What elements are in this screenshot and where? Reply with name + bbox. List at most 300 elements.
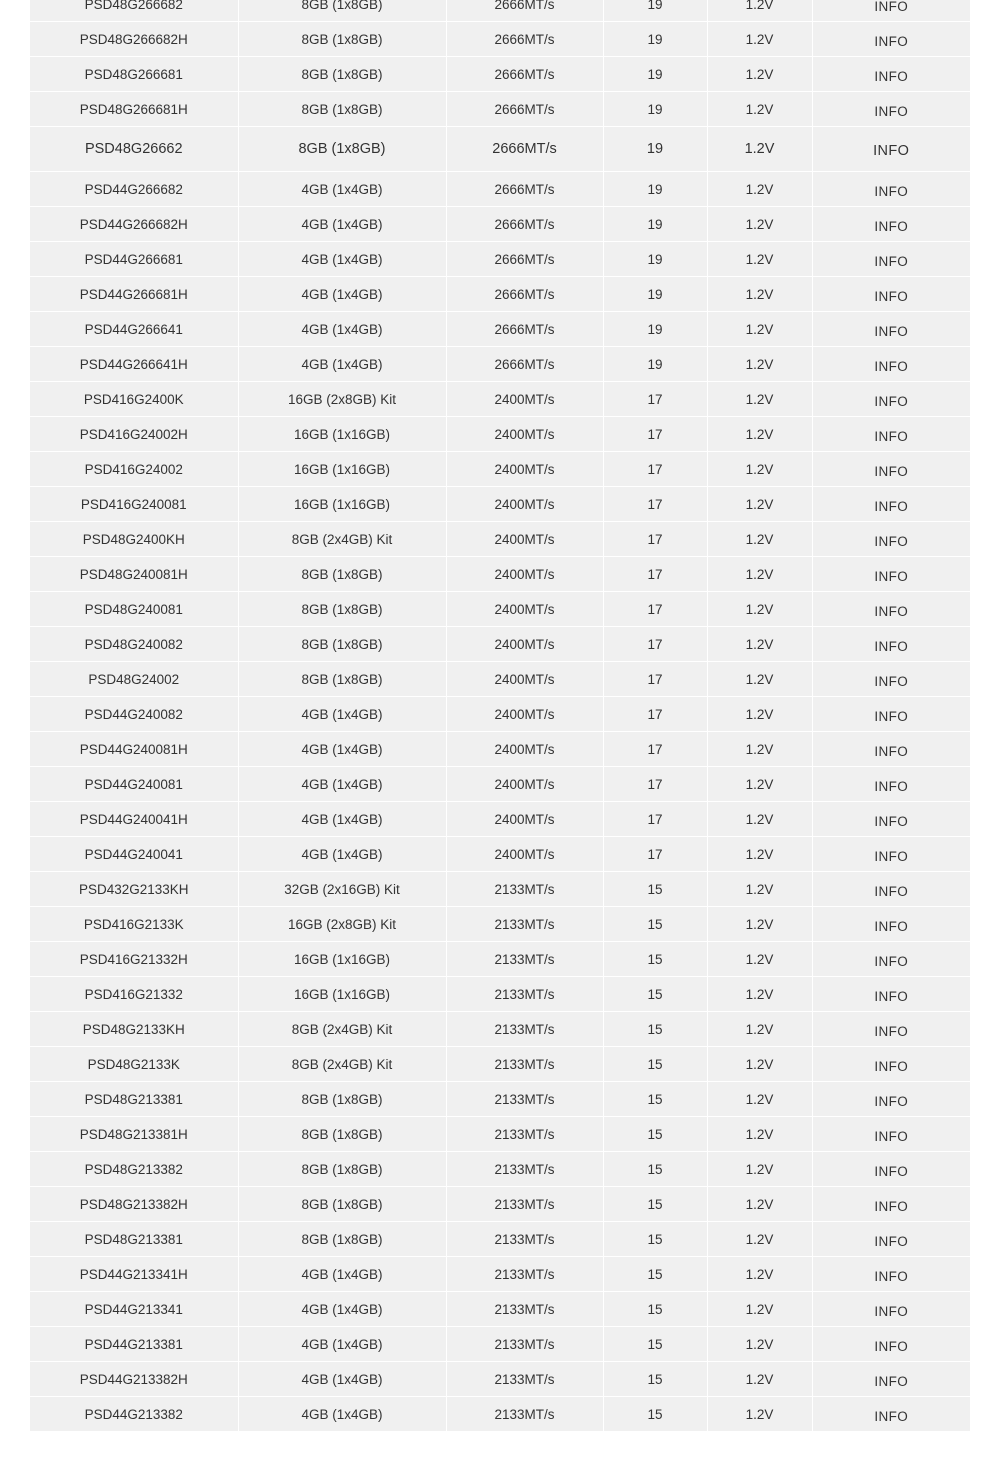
cas-latency-cell: 15 [603,1117,707,1152]
voltage-cell: 1.2V [707,127,812,172]
cas-latency-cell: 19 [603,0,707,22]
cas-latency-cell: 17 [603,697,707,732]
info-link[interactable]: INFO [874,673,909,689]
speed-cell: 2400MT/s [446,697,603,732]
capacity-cell: 4GB (1x4GB) [238,172,446,207]
speed-cell: 2133MT/s [446,1152,603,1187]
capacity-cell: 16GB (1x16GB) [238,452,446,487]
cas-latency-cell: 19 [603,242,707,277]
voltage-cell: 1.2V [707,907,812,942]
capacity-cell: 16GB (1x16GB) [238,977,446,1012]
model-number-cell: PSD44G213341H [30,1257,238,1292]
cas-latency-cell: 17 [603,382,707,417]
info-link[interactable]: INFO [874,1373,909,1389]
table-row [30,697,970,732]
table-row [30,557,970,592]
speed-cell: 2666MT/s [446,0,603,22]
speed-cell: 2666MT/s [446,172,603,207]
voltage-cell: 1.2V [707,627,812,662]
info-cell [812,837,970,872]
model-number-cell: PSD48G240081H [30,557,238,592]
voltage-cell: 1.2V [707,872,812,907]
speed-cell: 2400MT/s [446,767,603,802]
table-row [30,592,970,627]
speed-cell: 2400MT/s [446,592,603,627]
table-row [30,662,970,697]
info-link[interactable]: INFO [874,883,909,899]
voltage-cell: 1.2V [707,837,812,872]
info-cell [812,557,970,592]
info-cell [812,662,970,697]
speed-cell: 2400MT/s [446,802,603,837]
model-number-cell: PSD48G24002 [30,662,238,697]
cas-latency-cell: 17 [603,452,707,487]
info-link[interactable]: INFO [874,1198,909,1214]
voltage-cell: 1.2V [707,417,812,452]
voltage-cell: 1.2V [707,312,812,347]
info-link[interactable]: INFO [874,1128,909,1144]
info-link[interactable]: INFO [873,143,910,159]
info-link[interactable]: INFO [874,498,909,514]
info-link[interactable]: INFO [874,778,909,794]
table-row [30,172,970,207]
info-cell [812,1327,970,1362]
info-link[interactable]: INFO [874,358,909,374]
info-link[interactable]: INFO [874,813,909,829]
capacity-cell: 8GB (1x8GB) [238,1187,446,1222]
model-number-cell: PSD416G240081 [30,487,238,522]
info-cell [812,1362,970,1397]
voltage-cell: 1.2V [707,557,812,592]
model-number-cell: PSD48G213381 [30,1082,238,1117]
speed-cell: 2666MT/s [446,277,603,312]
voltage-cell: 1.2V [707,1292,812,1327]
info-cell [812,1117,970,1152]
model-number-cell: PSD44G240082 [30,697,238,732]
model-number-cell: PSD432G2133KH [30,872,238,907]
info-link[interactable]: INFO [874,568,909,584]
info-link[interactable]: INFO [874,1303,909,1319]
capacity-cell: 4GB (1x4GB) [238,1362,446,1397]
table-row [30,487,970,522]
info-cell [812,1257,970,1292]
table-row [30,627,970,662]
cas-latency-cell: 15 [603,942,707,977]
model-number-cell: PSD48G2400KH [30,522,238,557]
speed-cell: 2666MT/s [446,207,603,242]
info-link[interactable]: INFO [874,708,909,724]
model-number-cell: PSD416G21332H [30,942,238,977]
capacity-cell: 16GB (1x16GB) [238,417,446,452]
info-cell [812,347,970,382]
speed-cell: 2400MT/s [446,732,603,767]
memory-spec-table [30,0,970,1432]
model-number-cell: PSD48G266682H [30,22,238,57]
voltage-cell: 1.2V [707,1187,812,1222]
info-link[interactable]: INFO [874,988,909,1004]
speed-cell: 2400MT/s [446,557,603,592]
capacity-cell: 8GB (2x4GB) Kit [238,1012,446,1047]
table-row [30,92,970,127]
table-row [30,1152,970,1187]
model-number-cell: PSD48G2133KH [30,1012,238,1047]
capacity-cell: 4GB (1x4GB) [238,1257,446,1292]
voltage-cell: 1.2V [707,0,812,22]
model-number-cell: PSD44G266681 [30,242,238,277]
model-number-cell: PSD48G2133K [30,1047,238,1082]
speed-cell: 2400MT/s [446,487,603,522]
cas-latency-cell: 15 [603,1292,707,1327]
info-cell [812,127,970,172]
info-link[interactable]: INFO [874,533,909,549]
table-row [30,1397,970,1432]
speed-cell: 2133MT/s [446,1222,603,1257]
model-number-cell: PSD48G240081 [30,592,238,627]
info-link[interactable]: INFO [874,743,909,759]
capacity-cell: 4GB (1x4GB) [238,242,446,277]
voltage-cell: 1.2V [707,1222,812,1257]
cas-latency-cell: 19 [603,312,707,347]
memory-spec-table-container [30,0,970,1432]
model-number-cell: PSD44G266682H [30,207,238,242]
cas-latency-cell: 15 [603,1152,707,1187]
speed-cell: 2133MT/s [446,977,603,1012]
info-cell [812,1222,970,1257]
cas-latency-cell: 17 [603,417,707,452]
speed-cell: 2666MT/s [446,57,603,92]
capacity-cell: 8GB (1x8GB) [238,22,446,57]
model-number-cell: PSD44G213382 [30,1397,238,1432]
table-row [30,57,970,92]
voltage-cell: 1.2V [707,697,812,732]
info-link[interactable]: INFO [874,1233,909,1249]
model-number-cell: PSD48G26662 [30,127,238,172]
table-row [30,837,970,872]
info-cell [812,172,970,207]
capacity-cell: 4GB (1x4GB) [238,312,446,347]
capacity-cell: 4GB (1x4GB) [238,277,446,312]
info-cell [812,872,970,907]
speed-cell: 2400MT/s [446,417,603,452]
model-number-cell: PSD44G266682 [30,172,238,207]
capacity-cell: 8GB (1x8GB) [238,1082,446,1117]
voltage-cell: 1.2V [707,767,812,802]
info-link[interactable]: INFO [874,1023,909,1039]
model-number-cell: PSD44G266641H [30,347,238,382]
speed-cell: 2400MT/s [446,452,603,487]
speed-cell: 2400MT/s [446,837,603,872]
speed-cell: 2133MT/s [446,1327,603,1362]
cas-latency-cell: 15 [603,1257,707,1292]
capacity-cell: 8GB (1x8GB) [238,592,446,627]
cas-latency-cell: 15 [603,1327,707,1362]
info-link[interactable]: INFO [874,1408,909,1424]
capacity-cell: 4GB (1x4GB) [238,767,446,802]
info-link[interactable]: INFO [874,848,909,864]
table-row [30,1257,970,1292]
speed-cell: 2133MT/s [446,872,603,907]
voltage-cell: 1.2V [707,977,812,1012]
table-row [30,242,970,277]
speed-cell: 2133MT/s [446,1187,603,1222]
info-cell [812,242,970,277]
capacity-cell: 8GB (1x8GB) [238,0,446,22]
info-cell [812,977,970,1012]
table-row [30,767,970,802]
table-row [30,382,970,417]
info-cell [812,627,970,662]
table-row [30,907,970,942]
model-number-cell: PSD48G213381H [30,1117,238,1152]
speed-cell: 2133MT/s [446,1117,603,1152]
cas-latency-cell: 15 [603,1047,707,1082]
table-row [30,1187,970,1222]
model-number-cell: PSD48G240082 [30,627,238,662]
cas-latency-cell: 15 [603,1187,707,1222]
model-number-cell: PSD44G266641 [30,312,238,347]
speed-cell: 2133MT/s [446,1012,603,1047]
model-number-cell: PSD44G213381 [30,1327,238,1362]
cas-latency-cell: 19 [603,127,707,172]
capacity-cell: 8GB (1x8GB) [238,1222,446,1257]
voltage-cell: 1.2V [707,1152,812,1187]
speed-cell: 2133MT/s [446,1082,603,1117]
info-link[interactable]: INFO [874,1268,909,1284]
info-cell [812,1012,970,1047]
info-link[interactable]: INFO [874,0,909,14]
info-link[interactable]: INFO [874,183,909,199]
info-link[interactable]: INFO [874,428,909,444]
capacity-cell: 8GB (2x4GB) Kit [238,1047,446,1082]
voltage-cell: 1.2V [707,92,812,127]
info-link[interactable]: INFO [874,288,909,304]
info-link[interactable]: INFO [874,323,909,339]
model-number-cell: PSD44G213382H [30,1362,238,1397]
speed-cell: 2133MT/s [446,907,603,942]
voltage-cell: 1.2V [707,22,812,57]
capacity-cell: 16GB (2x8GB) Kit [238,907,446,942]
model-number-cell: PSD416G21332 [30,977,238,1012]
voltage-cell: 1.2V [707,1362,812,1397]
model-number-cell: PSD44G240041 [30,837,238,872]
table-row [30,1327,970,1362]
info-cell [812,697,970,732]
info-link[interactable]: INFO [874,33,909,49]
info-link[interactable]: INFO [874,1163,909,1179]
capacity-cell: 4GB (1x4GB) [238,1327,446,1362]
info-link[interactable]: INFO [874,1058,909,1074]
cas-latency-cell: 19 [603,277,707,312]
speed-cell: 2666MT/s [446,127,603,172]
model-number-cell: PSD416G2400K [30,382,238,417]
speed-cell: 2666MT/s [446,22,603,57]
info-cell [812,1082,970,1117]
cas-latency-cell: 19 [603,347,707,382]
table-row [30,872,970,907]
speed-cell: 2400MT/s [446,627,603,662]
info-link[interactable]: INFO [874,918,909,934]
table-row [30,347,970,382]
speed-cell: 2133MT/s [446,1362,603,1397]
voltage-cell: 1.2V [707,802,812,837]
table-row [30,22,970,57]
info-link[interactable]: INFO [874,253,909,269]
model-number-cell: PSD48G213382 [30,1152,238,1187]
speed-cell: 2400MT/s [446,382,603,417]
cas-latency-cell: 17 [603,732,707,767]
cas-latency-cell: 17 [603,592,707,627]
speed-cell: 2133MT/s [446,942,603,977]
table-row [30,207,970,242]
info-cell [812,907,970,942]
info-link[interactable]: INFO [874,603,909,619]
voltage-cell: 1.2V [707,207,812,242]
info-cell [812,802,970,837]
speed-cell: 2666MT/s [446,312,603,347]
voltage-cell: 1.2V [707,942,812,977]
model-number-cell: PSD48G213381 [30,1222,238,1257]
cas-latency-cell: 17 [603,487,707,522]
info-link[interactable]: INFO [874,463,909,479]
table-row [30,522,970,557]
voltage-cell: 1.2V [707,487,812,522]
model-number-cell: PSD416G2133K [30,907,238,942]
info-link[interactable]: INFO [874,953,909,969]
capacity-cell: 8GB (1x8GB) [238,627,446,662]
table-row [30,1082,970,1117]
voltage-cell: 1.2V [707,277,812,312]
info-cell [812,0,970,22]
cas-latency-cell: 19 [603,207,707,242]
capacity-cell: 8GB (1x8GB) [238,92,446,127]
info-link[interactable]: INFO [874,218,909,234]
speed-cell: 2666MT/s [446,347,603,382]
capacity-cell: 4GB (1x4GB) [238,1292,446,1327]
table-row [30,127,970,172]
cas-latency-cell: 15 [603,1082,707,1117]
info-link[interactable]: INFO [874,1338,909,1354]
cas-latency-cell: 17 [603,837,707,872]
speed-cell: 2400MT/s [446,522,603,557]
info-cell [812,22,970,57]
info-cell [812,57,970,92]
table-row [30,1012,970,1047]
capacity-cell: 32GB (2x16GB) Kit [238,872,446,907]
speed-cell: 2666MT/s [446,242,603,277]
model-number-cell: PSD48G266682 [30,0,238,22]
table-row [30,1117,970,1152]
table-row [30,1047,970,1082]
info-cell [812,452,970,487]
cas-latency-cell: 15 [603,1397,707,1432]
capacity-cell: 8GB (2x4GB) Kit [238,522,446,557]
cas-latency-cell: 19 [603,172,707,207]
info-cell [812,1187,970,1222]
info-cell [812,382,970,417]
voltage-cell: 1.2V [707,347,812,382]
capacity-cell: 16GB (1x16GB) [238,487,446,522]
voltage-cell: 1.2V [707,732,812,767]
model-number-cell: PSD48G213382H [30,1187,238,1222]
voltage-cell: 1.2V [707,452,812,487]
cas-latency-cell: 15 [603,1012,707,1047]
info-link[interactable]: INFO [874,638,909,654]
info-cell [812,1047,970,1082]
model-number-cell: PSD44G240081 [30,767,238,802]
info-link[interactable]: INFO [874,103,909,119]
model-number-cell: PSD48G266681H [30,92,238,127]
cas-latency-cell: 19 [603,57,707,92]
speed-cell: 2133MT/s [446,1047,603,1082]
capacity-cell: 8GB (1x8GB) [238,662,446,697]
info-cell [812,92,970,127]
capacity-cell: 4GB (1x4GB) [238,347,446,382]
table-row [30,452,970,487]
info-cell [812,487,970,522]
model-number-cell: PSD416G24002 [30,452,238,487]
table-row [30,1362,970,1397]
voltage-cell: 1.2V [707,1047,812,1082]
cas-latency-cell: 15 [603,1222,707,1257]
cas-latency-cell: 17 [603,662,707,697]
table-row [30,977,970,1012]
cas-latency-cell: 19 [603,92,707,127]
capacity-cell: 4GB (1x4GB) [238,1397,446,1432]
capacity-cell: 8GB (1x8GB) [238,557,446,592]
info-cell [812,277,970,312]
info-cell [812,312,970,347]
cas-latency-cell: 17 [603,627,707,662]
table-row [30,732,970,767]
model-number-cell: PSD416G24002H [30,417,238,452]
capacity-cell: 4GB (1x4GB) [238,207,446,242]
voltage-cell: 1.2V [707,242,812,277]
capacity-cell: 4GB (1x4GB) [238,802,446,837]
speed-cell: 2400MT/s [446,662,603,697]
capacity-cell: 8GB (1x8GB) [238,57,446,92]
cas-latency-cell: 15 [603,907,707,942]
voltage-cell: 1.2V [707,1012,812,1047]
info-cell [812,942,970,977]
info-link[interactable]: INFO [874,1093,909,1109]
info-cell [812,592,970,627]
table-row [30,1292,970,1327]
cas-latency-cell: 17 [603,767,707,802]
capacity-cell: 16GB (1x16GB) [238,942,446,977]
voltage-cell: 1.2V [707,1117,812,1152]
table-row [30,802,970,837]
info-link[interactable]: INFO [874,393,909,409]
voltage-cell: 1.2V [707,382,812,417]
capacity-cell: 16GB (2x8GB) Kit [238,382,446,417]
table-row [30,277,970,312]
voltage-cell: 1.2V [707,522,812,557]
capacity-cell: 4GB (1x4GB) [238,697,446,732]
voltage-cell: 1.2V [707,662,812,697]
speed-cell: 2666MT/s [446,92,603,127]
info-cell [812,767,970,802]
cas-latency-cell: 17 [603,557,707,592]
speed-cell: 2133MT/s [446,1397,603,1432]
info-cell [812,522,970,557]
info-link[interactable]: INFO [874,68,909,84]
model-number-cell: PSD44G240081H [30,732,238,767]
voltage-cell: 1.2V [707,57,812,92]
model-number-cell: PSD44G240041H [30,802,238,837]
cas-latency-cell: 19 [603,22,707,57]
cas-latency-cell: 15 [603,977,707,1012]
info-cell [812,207,970,242]
